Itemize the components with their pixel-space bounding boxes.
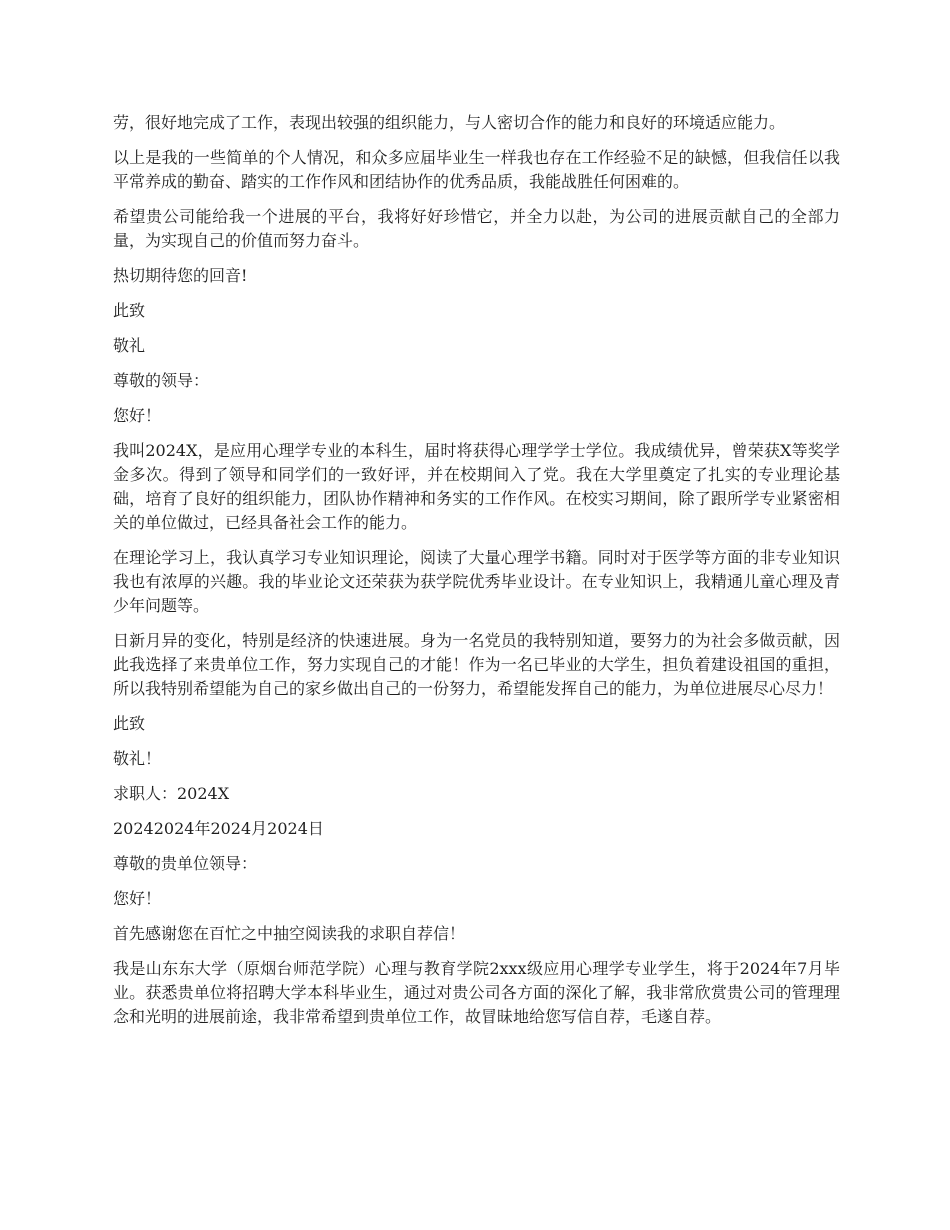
greeting-hello: 您好！ [113,406,162,425]
closing-cizhi-2: 此致 [113,714,146,733]
greeting-hello-2: 您好！ [113,889,162,908]
paragraph-thanks: 首先感谢您在百忙之中抽空阅读我的求职自荐信！ [113,924,466,943]
paragraph-self-assessment: 以上是我的一些简单的个人情况，和众多应届毕业生一样我也存在工作经验不足的缺憾，但我信任以我平常养成的勤奋、踏实的工作作风和团结协作的优秀品质，我能战胜任何困难的。 [113,148,840,191]
paragraph-work-summary: 劳，很好地完成了工作，表现出较强的组织能力，与人密切合作的能力和良好的环境适应能力。 [113,113,786,132]
salutation-leader: 尊敬的领导： [113,371,210,390]
closing-cizhi: 此致 [113,301,146,320]
closing-jingli: 敬礼 [113,336,146,355]
paragraph-motivation: 日新月异的变化，特别是经济的快速进展。身为一名党员的我特别知道，要努力的为社会多做贡献，因此我选择了来贵单位工作，努力实现自己的才能！作为一名已毕业的大学生，担负着建设祖国的重担，所以我特别希望能为自己的家乡做出自己的一份努力，希望能发挥自己的能力，为单位进展尽心尽力！ [113,631,840,698]
paragraph-study: 在理论学习上，我认真学习专业知识理论，阅读了大量心理学书籍。同时对于医学等方面的非专业知识我也有浓厚的兴趣。我的毕业论文还荣获为获学院优秀毕业设计。在专业知识上，我精通儿童心理及青少年问题等。 [113,548,840,615]
letter-date: 20242024年2024月2024日 [113,819,324,838]
salutation-unit-leader: 尊敬的贵单位领导： [113,854,258,873]
paragraph-hope: 希望贵公司能给我一个进展的平台，我将好好珍惜它，并全力以赴，为公司的进展贡献自己的全部力量，为实现自己的价值而努力奋斗。 [113,207,840,250]
paragraph-introduction: 我叫2024X，是应用心理学专业的本科生，届时将获得心理学学士学位。我成绩优异，曾荣获X等奖学金多次。得到了领导和同学们的一致好评，并在校期间入了党。我在大学里奠定了扎实的专业理论基础，培育了良好的组织能力，团队协作精神和务实的工作作风。在校实习期间，除了跟所学专业紧密相关的单位做过，已经具备社会工作的能力。 [113,441,840,532]
paragraph-background: 我是山东东大学（原烟台师范学院）心理与教育学院2xxx级应用心理学专业学生，将于2024年7月毕业。获悉贵单位将招聘大学本科毕业生，通过对贵公司各方面的深化了解，我非常欣赏贵公司的管理理念和光明的进展前途，我非常希望到贵单位工作，故冒昧地给您写信自荐，毛遂自荐。 [113,959,840,1026]
closing-jingli-2: 敬礼！ [113,749,162,768]
paragraph-await-reply: 热切期待您的回音! [113,266,248,285]
applicant-signature: 求职人：2024X [113,784,230,803]
document-body [113,111,840,1040]
